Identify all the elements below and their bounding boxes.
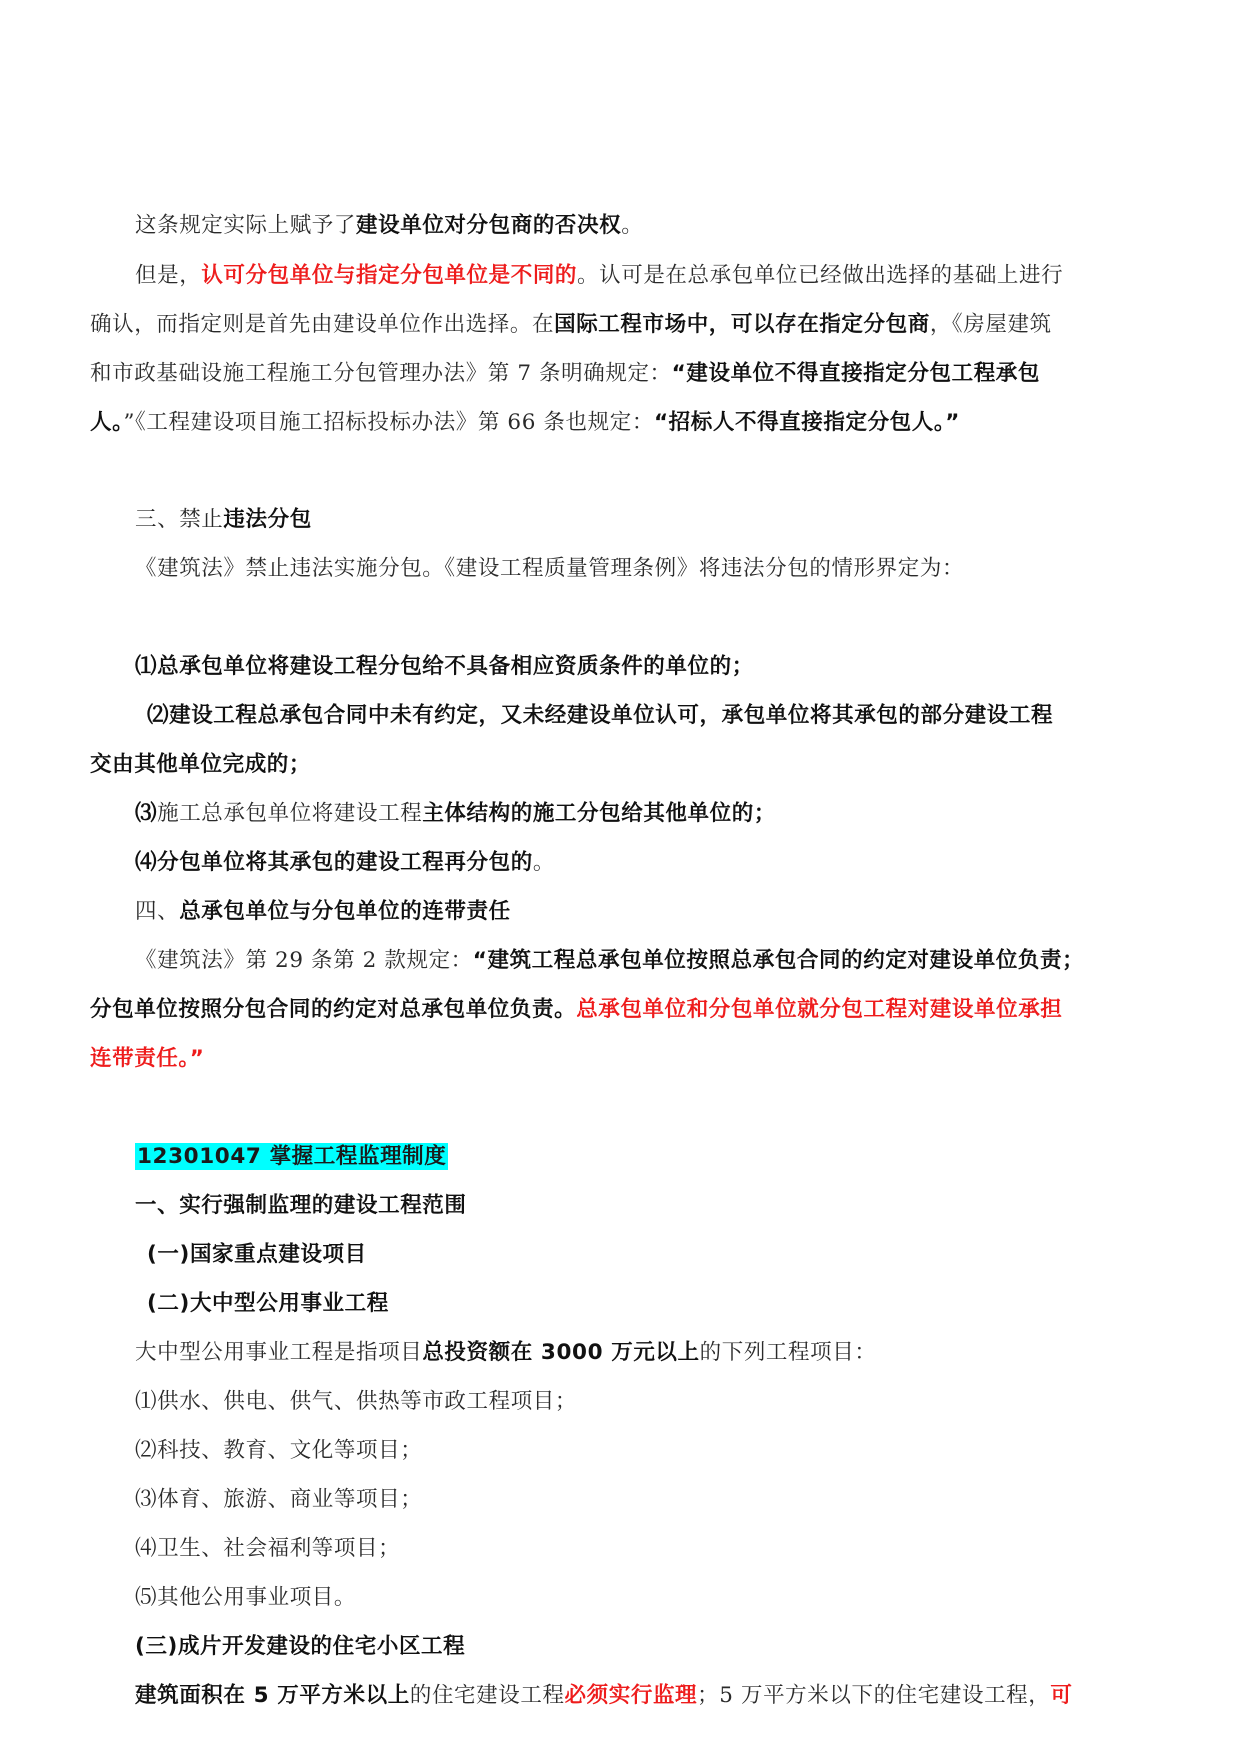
list-item-2-l2: 交由其他单位完成的； bbox=[90, 752, 312, 777]
paragraph-joint-l1: 《建筑法》第 29 条第 2 款规定：“建筑工程总承包单位按照总承包合同的约定对建设单位负责； bbox=[135, 948, 1085, 973]
list-item-1: ⑴总承包单位将建设工程分包给不具备相应资质条件的单位的； bbox=[135, 654, 754, 679]
topic-code-heading: 12301047 掌握工程监理制度 bbox=[137, 1144, 447, 1169]
public-list-item-2: ⑵科技、教育、文化等项目； bbox=[135, 1438, 423, 1463]
paragraph-public-def: 大中型公用事业工程是指项目总投资额在 3000 万元以上的下列工程项目： bbox=[135, 1340, 877, 1365]
list-item-4: ⑷分包单位将其承包的建设工程再分包的。 bbox=[135, 850, 555, 875]
sub-item-national: (一)国家重点建设项目 bbox=[147, 1242, 367, 1267]
paragraph-veto: 这条规定实际上赋予了建设单位对分包商的否决权。 bbox=[135, 213, 644, 238]
paragraph-difference-l4: 人。”《工程建设项目施工招标投标办法》第 66 条也规定：“招标人不得直接指定分包人。” bbox=[90, 410, 960, 435]
public-list-item-4: ⑷卫生、社会福利等项目； bbox=[135, 1536, 401, 1561]
paragraph-illegal-def: 《建筑法》禁止违法实施分包。《建设工程质量管理条例》将违法分包的情形界定为： bbox=[135, 556, 965, 581]
paragraph-difference-l3: 和市政基础设施工程施工分包管理办法》第 7 条明确规定：“建设单位不得直接指定分包工程承包 bbox=[90, 361, 1040, 386]
paragraph-residential: 建筑面积在 5 万平方米以上的住宅建设工程必须实行监理；5 万平方米以下的住宅建设工程，可 bbox=[135, 1683, 1073, 1708]
sub-heading-1: 一、实行强制监理的建设工程范围 bbox=[135, 1193, 467, 1218]
paragraph-difference-l1: 但是，认可分包单位与指定分包单位是不同的。认可是在总承包单位已经做出选择的基础上进行 bbox=[135, 263, 1064, 288]
list-item-2-l1: ⑵建设工程总承包合同中未有约定，又未经建设单位认可，承包单位将其承包的部分建设工程 bbox=[147, 703, 1054, 728]
public-list-item-5: ⑸其他公用事业项目。 bbox=[135, 1585, 357, 1610]
public-list-item-3: ⑶体育、旅游、商业等项目； bbox=[135, 1487, 423, 1512]
section-heading-3: 三、禁止违法分包 bbox=[135, 507, 312, 532]
sub-item-residential: (三)成片开发建设的住宅小区工程 bbox=[135, 1634, 466, 1659]
paragraph-joint-l2: 分包单位按照分包合同的约定对总承包单位负责。总承包单位和分包单位就分包工程对建设单位承担 bbox=[90, 997, 1063, 1022]
section-heading-4: 四、总承包单位与分包单位的连带责任 bbox=[135, 899, 511, 924]
sub-item-public: (二)大中型公用事业工程 bbox=[147, 1291, 389, 1316]
public-list-item-1: ⑴供水、供电、供气、供热等市政工程项目； bbox=[135, 1389, 578, 1414]
list-item-3: ⑶施工总承包单位将建设工程主体结构的施工分包给其他单位的； bbox=[135, 801, 776, 826]
paragraph-difference-l2: 确认，而指定则是首先由建设单位作出选择。在国际工程市场中，可以存在指定分包商，《房屋建筑 bbox=[90, 312, 1052, 337]
paragraph-joint-l3: 连带责任。” bbox=[90, 1046, 205, 1071]
